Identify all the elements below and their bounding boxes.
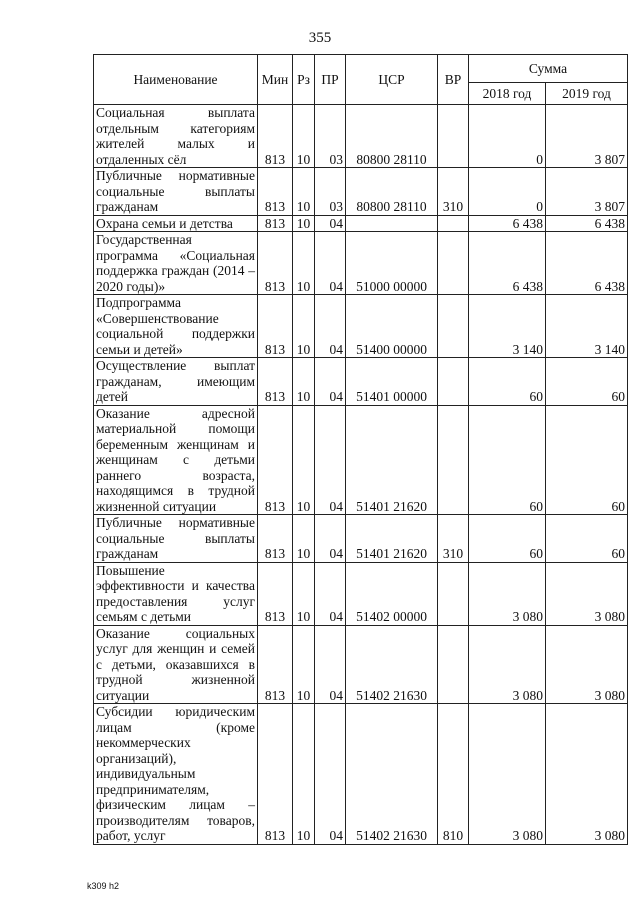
- cell-vr: 310: [438, 168, 469, 216]
- cell-rz: 10: [293, 358, 315, 406]
- table-row: [94, 232, 628, 295]
- cell-csr: 51401 21620: [346, 405, 438, 515]
- cell-vr: [438, 232, 469, 295]
- cell-pr: 04: [315, 358, 346, 406]
- header-rz: Рз: [293, 55, 315, 105]
- cell-min: 813: [258, 358, 293, 406]
- cell-vr: 810: [438, 704, 469, 845]
- table-row: [94, 215, 628, 232]
- cell-2019: 3 080: [546, 625, 628, 704]
- cell-name: Повышение эффективности и качества предоставления услуг семьям с детьми: [94, 562, 258, 625]
- cell-pr: 04: [315, 232, 346, 295]
- cell-pr: 04: [315, 625, 346, 704]
- cell-rz: 10: [293, 405, 315, 515]
- header-min: Мин: [258, 55, 293, 105]
- table-row: [94, 405, 628, 515]
- cell-rz: 10: [293, 295, 315, 358]
- cell-rz: 10: [293, 105, 315, 168]
- cell-rz: 10: [293, 232, 315, 295]
- cell-2018: 3 080: [469, 704, 546, 845]
- cell-2018: 6 438: [469, 232, 546, 295]
- cell-vr: 310: [438, 515, 469, 563]
- cell-2019: 3 140: [546, 295, 628, 358]
- table-row: [94, 704, 628, 845]
- cell-pr: 03: [315, 168, 346, 216]
- cell-2019: 60: [546, 515, 628, 563]
- cell-pr: 04: [315, 515, 346, 563]
- cell-pr: 04: [315, 295, 346, 358]
- header-sum: Сумма: [469, 55, 628, 83]
- cell-2018: 60: [469, 405, 546, 515]
- cell-vr: [438, 405, 469, 515]
- cell-2019: 3 807: [546, 105, 628, 168]
- cell-name: Оказание адресной материальной помощи беременным женщинам и женщинам с детьми раннего возраста, находящимся в трудной жизненной ситуации: [94, 405, 258, 515]
- cell-name: Государственная программа «Социальная поддержка граждан (2014 – 2020 годы)»: [94, 232, 258, 295]
- header-2019: 2019 год: [546, 83, 628, 105]
- cell-name: Публичные нормативные социальные выплаты гражданам: [94, 168, 258, 216]
- cell-vr: [438, 295, 469, 358]
- cell-min: 813: [258, 562, 293, 625]
- budget-table: [93, 54, 628, 845]
- header-2018: 2018 год: [469, 83, 546, 105]
- cell-pr: 04: [315, 562, 346, 625]
- cell-csr: 51400 00000: [346, 295, 438, 358]
- cell-min: 813: [258, 704, 293, 845]
- cell-min: 813: [258, 625, 293, 704]
- cell-pr: 04: [315, 704, 346, 845]
- header-name: Наименование: [94, 55, 258, 105]
- cell-rz: 10: [293, 562, 315, 625]
- cell-2019: 6 438: [546, 232, 628, 295]
- cell-2018: 0: [469, 105, 546, 168]
- cell-csr: 51402 00000: [346, 562, 438, 625]
- table-row: [94, 562, 628, 625]
- cell-rz: 10: [293, 515, 315, 563]
- table-row: [94, 515, 628, 563]
- cell-csr: 51000 00000: [346, 232, 438, 295]
- cell-csr: 80800 28110: [346, 105, 438, 168]
- cell-csr: 51402 21630: [346, 625, 438, 704]
- table-row: [94, 625, 628, 704]
- cell-min: 813: [258, 105, 293, 168]
- cell-2018: 0: [469, 168, 546, 216]
- cell-pr: 04: [315, 215, 346, 232]
- cell-rz: 10: [293, 704, 315, 845]
- footer-code: k309 h2: [87, 881, 120, 891]
- cell-vr: [438, 358, 469, 406]
- header-vr: ВР: [438, 55, 469, 105]
- cell-csr: 80800 28110: [346, 168, 438, 216]
- cell-2018: 3 140: [469, 295, 546, 358]
- cell-vr: [438, 215, 469, 232]
- page-number: 355: [308, 30, 332, 46]
- cell-2018: 60: [469, 358, 546, 406]
- cell-vr: [438, 562, 469, 625]
- cell-min: 813: [258, 405, 293, 515]
- cell-vr: [438, 625, 469, 704]
- cell-2019: 6 438: [546, 215, 628, 232]
- cell-rz: 10: [293, 215, 315, 232]
- cell-rz: 10: [293, 168, 315, 216]
- cell-2018: 3 080: [469, 625, 546, 704]
- cell-name: Подпрограмма «Совершенствование социальной поддержки семьи и детей»: [94, 295, 258, 358]
- table-row: [94, 358, 628, 406]
- cell-name: Охрана семьи и детства: [94, 215, 258, 232]
- cell-2019: 3 807: [546, 168, 628, 216]
- cell-csr: 51401 21620: [346, 515, 438, 563]
- cell-min: 813: [258, 215, 293, 232]
- cell-2019: 3 080: [546, 562, 628, 625]
- cell-min: 813: [258, 515, 293, 563]
- header-pr: ПР: [315, 55, 346, 105]
- cell-2019: 60: [546, 405, 628, 515]
- cell-2019: 60: [546, 358, 628, 406]
- cell-csr: 51401 00000: [346, 358, 438, 406]
- cell-vr: [438, 105, 469, 168]
- table-row: [94, 295, 628, 358]
- cell-2018: 60: [469, 515, 546, 563]
- cell-min: 813: [258, 232, 293, 295]
- cell-csr: [346, 215, 438, 232]
- cell-2018: 3 080: [469, 562, 546, 625]
- cell-name: Социальная выплата отдельным категориям жителей малых и отдаленных сёл: [94, 105, 258, 168]
- cell-name: Публичные нормативные социальные выплаты гражданам: [94, 515, 258, 563]
- cell-name: Оказание социальных услуг для женщин и семей с детьми, оказавшихся в трудной жизненной ситуации: [94, 625, 258, 704]
- cell-min: 813: [258, 295, 293, 358]
- table-row: [94, 105, 628, 168]
- cell-2019: 3 080: [546, 704, 628, 845]
- cell-2018: 6 438: [469, 215, 546, 232]
- cell-min: 813: [258, 168, 293, 216]
- cell-pr: 03: [315, 105, 346, 168]
- cell-pr: 04: [315, 405, 346, 515]
- header-csr: ЦСР: [346, 55, 438, 105]
- table-row: [94, 168, 628, 216]
- cell-rz: 10: [293, 625, 315, 704]
- cell-name: Осуществление выплат гражданам, имеющим детей: [94, 358, 258, 406]
- cell-name: Субсидии юридическим лицам (кроме некоммерческих организаций), индивидуальным предпринимателям, физическим лицам – производителям товаров, работ, услуг: [94, 704, 258, 845]
- cell-csr: 51402 21630: [346, 704, 438, 845]
- table-body: [94, 105, 628, 845]
